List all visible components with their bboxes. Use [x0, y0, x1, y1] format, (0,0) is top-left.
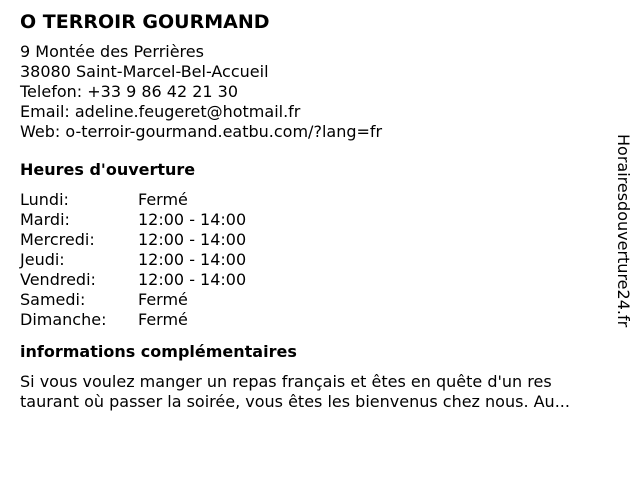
info-description [20, 372, 620, 412]
hours-table [20, 190, 610, 330]
web-line: Web: o-terroir-gourmand.eatbu.com/?lang=fr [20, 122, 383, 141]
day-hours: Fermé [138, 290, 188, 309]
day-label: Dimanche: [20, 310, 107, 329]
day-label: Mercredi: [20, 230, 95, 249]
info-line-1: Si vous voulez manger un repas français et êtes en quête d'un res [20, 372, 552, 391]
day-label: Lundi: [20, 190, 69, 209]
contact-block [20, 42, 610, 142]
day-hours: 12:00 - 14:00 [138, 250, 247, 269]
hours-row-jeudi [20, 250, 610, 270]
hours-row-samedi [20, 290, 610, 310]
info-line-2: taurant où passer la soirée, vous êtes les bienvenus chez nous. Au... [20, 392, 570, 411]
hours-row-dimanche [20, 310, 610, 330]
address-city: 38080 Saint-Marcel-Bel-Accueil [20, 62, 269, 81]
day-label: Jeudi: [20, 250, 65, 269]
day-hours: Fermé [138, 310, 188, 329]
hours-row-vendredi [20, 270, 610, 290]
info-heading: informations complémentaires [20, 342, 297, 361]
day-label: Samedi: [20, 290, 86, 309]
hours-row-lundi [20, 190, 610, 210]
day-hours: 12:00 - 14:00 [138, 210, 247, 229]
day-hours: 12:00 - 14:00 [138, 270, 247, 289]
hours-row-mardi [20, 210, 610, 230]
hours-row-mercredi [20, 230, 610, 250]
day-hours: 12:00 - 14:00 [138, 230, 247, 249]
day-hours: Fermé [138, 190, 188, 209]
address-street: 9 Montée des Perrières [20, 42, 204, 61]
side-brand-watermark: Horairesdouverture24.fr [614, 134, 633, 328]
day-label: Vendredi: [20, 270, 96, 289]
restaurant-title: O TERROIR GOURMAND [20, 11, 270, 33]
email-line: Email: adeline.feugeret@hotmail.fr [20, 102, 301, 121]
day-label: Mardi: [20, 210, 70, 229]
hours-heading: Heures d'ouverture [20, 160, 196, 179]
listing-card [20, 10, 610, 412]
phone-line: Telefon: +33 9 86 42 21 30 [20, 82, 239, 101]
